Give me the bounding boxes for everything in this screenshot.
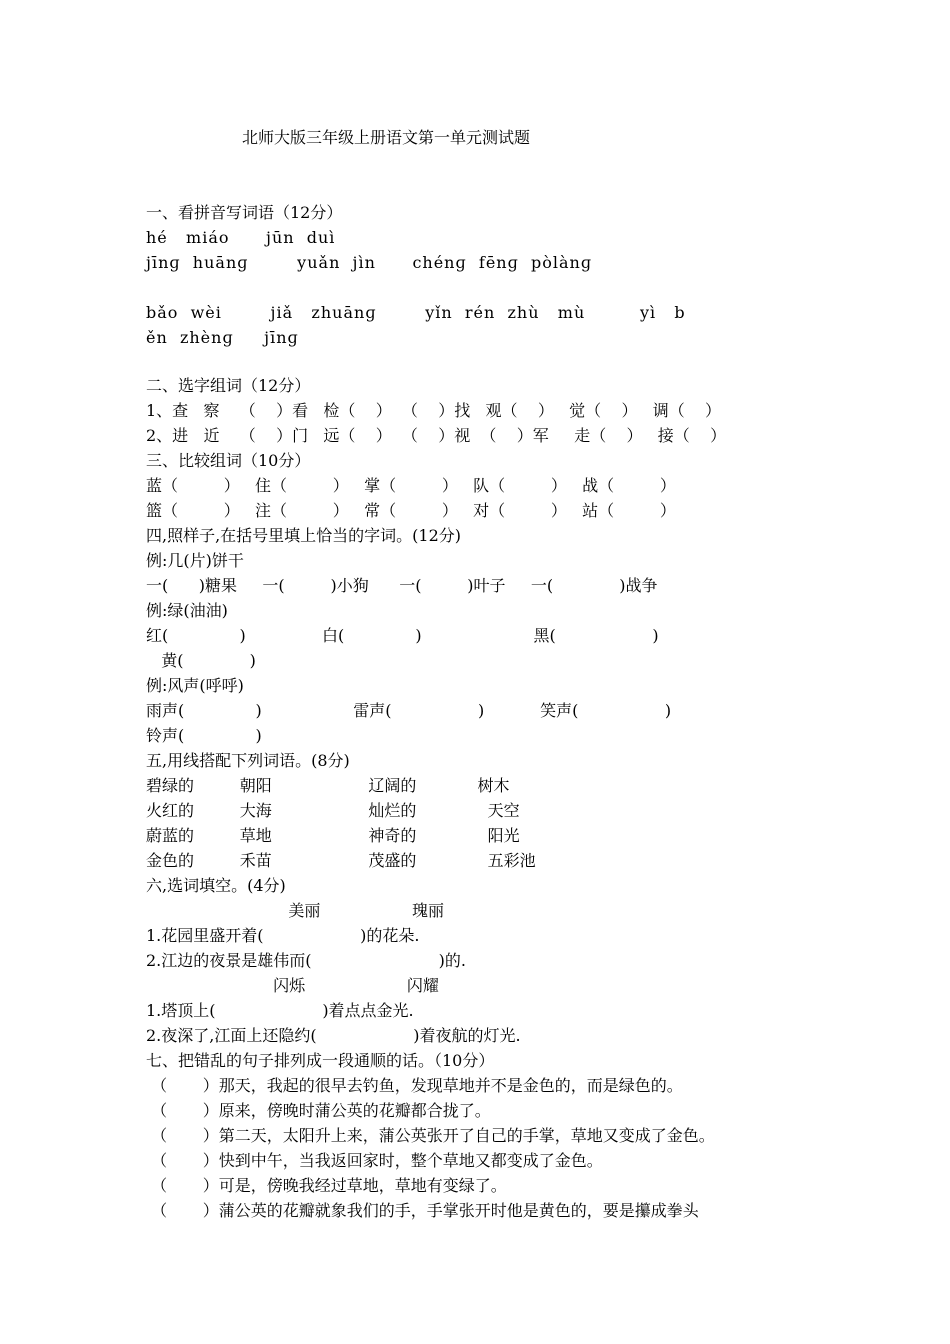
question-line: 雨声( ) 雷声( ) 笑声( ) <box>146 701 672 720</box>
sentence-line: （ ）原来，傍晚时蒲公英的花瓣都合拢了。 <box>146 1101 491 1120</box>
section-1-heading: 一、看拼音写词语（12分） <box>146 203 343 222</box>
matching-row: 碧绿的 朝阳 辽阔的 树木 <box>146 776 510 795</box>
section-7-heading: 七、把错乱的句子排列成一段通顺的话。（10分） <box>146 1051 495 1070</box>
question-line: 铃声( ) <box>146 726 262 745</box>
question-line: 蓝（ ） 住（ ） 掌（ ） 队（ ） 战（ ） <box>146 476 676 495</box>
example-line: 例:几(片)饼干 <box>146 551 244 570</box>
matching-row: 火红的 大海 灿烂的 天空 <box>146 801 520 820</box>
question-line: 一( )糖果 一( )小狗 一( )叶子 一( )战争 <box>146 576 658 595</box>
word-choice-line: 闪烁 闪耀 <box>146 976 439 995</box>
page-title: 北师大版三年级上册语文第一单元测试题 <box>242 128 531 147</box>
section-5-heading: 五,用线搭配下列词语。(8分) <box>146 751 350 770</box>
pinyin-line: jīnɡ huānɡ yuǎn jìn chénɡ fēnɡ pòlànɡ <box>146 253 593 272</box>
example-line: 例:绿(油油) <box>146 601 228 620</box>
section-2-heading: 二、选字组词（12分） <box>146 376 311 395</box>
question-line: 2.江边的夜景是雄伟而( )的. <box>146 951 466 970</box>
question-line: 1、查 察 （ ）看 检（ ） （ ）找 观（ ） 觉（ ） 调（ ） <box>146 401 722 420</box>
question-line: 1.塔顶上( )着点点金光. <box>146 1001 414 1020</box>
sentence-line: （ ）那天，我起的很早去钓鱼，发现草地并不是金色的，而是绿色的。 <box>146 1076 683 1095</box>
question-line: 红( ) 白( ) 黑( ) <box>146 626 659 645</box>
sentence-line: （ ）快到中午，当我返回家时，整个草地又都变成了金色。 <box>146 1151 603 1170</box>
section-3-heading: 三、比较组词（10分） <box>146 451 311 470</box>
matching-row: 蔚蓝的 草地 神奇的 阳光 <box>146 826 520 845</box>
question-line: 黄( ) <box>146 651 256 670</box>
section-4-heading: 四,照样子,在括号里填上恰当的字词。(12分) <box>146 526 462 545</box>
sentence-line: （ ）可是，傍晚我经过草地，草地有变绿了。 <box>146 1176 507 1195</box>
pinyin-line: bǎo wèi jiǎ zhuānɡ yǐn rén zhù mù yì b <box>146 303 686 322</box>
word-choice-line: 美丽 瑰丽 <box>146 901 444 920</box>
sentence-line: （ ）第二天，太阳升上来，蒲公英张开了自己的手掌，草地又变成了金色。 <box>146 1126 715 1145</box>
question-line: 2.夜深了,江面上还隐约( )着夜航的灯光. <box>146 1026 521 1045</box>
section-6-heading: 六,选词填空。(4分) <box>146 876 286 895</box>
sentence-line: （ ）蒲公英的花瓣就象我们的手，手掌张开时他是黄色的，要是攥成拳头 <box>146 1201 699 1220</box>
pinyin-line: ěn zhènɡ jīnɡ <box>146 328 299 347</box>
question-line: 2、进 近 （ ）门 远（ ） （ ）视 （ ）军 走（ ） 接（ ） <box>146 426 727 445</box>
example-line: 例:风声(呼呼) <box>146 676 244 695</box>
question-line: 1.花园里盛开着( )的花朵. <box>146 926 420 945</box>
matching-row: 金色的 禾苗 茂盛的 五彩池 <box>146 851 536 870</box>
pinyin-line: hé miáo jūn duì <box>146 228 336 247</box>
question-line: 篮（ ） 注（ ） 常（ ） 对（ ） 站（ ） <box>146 501 676 520</box>
